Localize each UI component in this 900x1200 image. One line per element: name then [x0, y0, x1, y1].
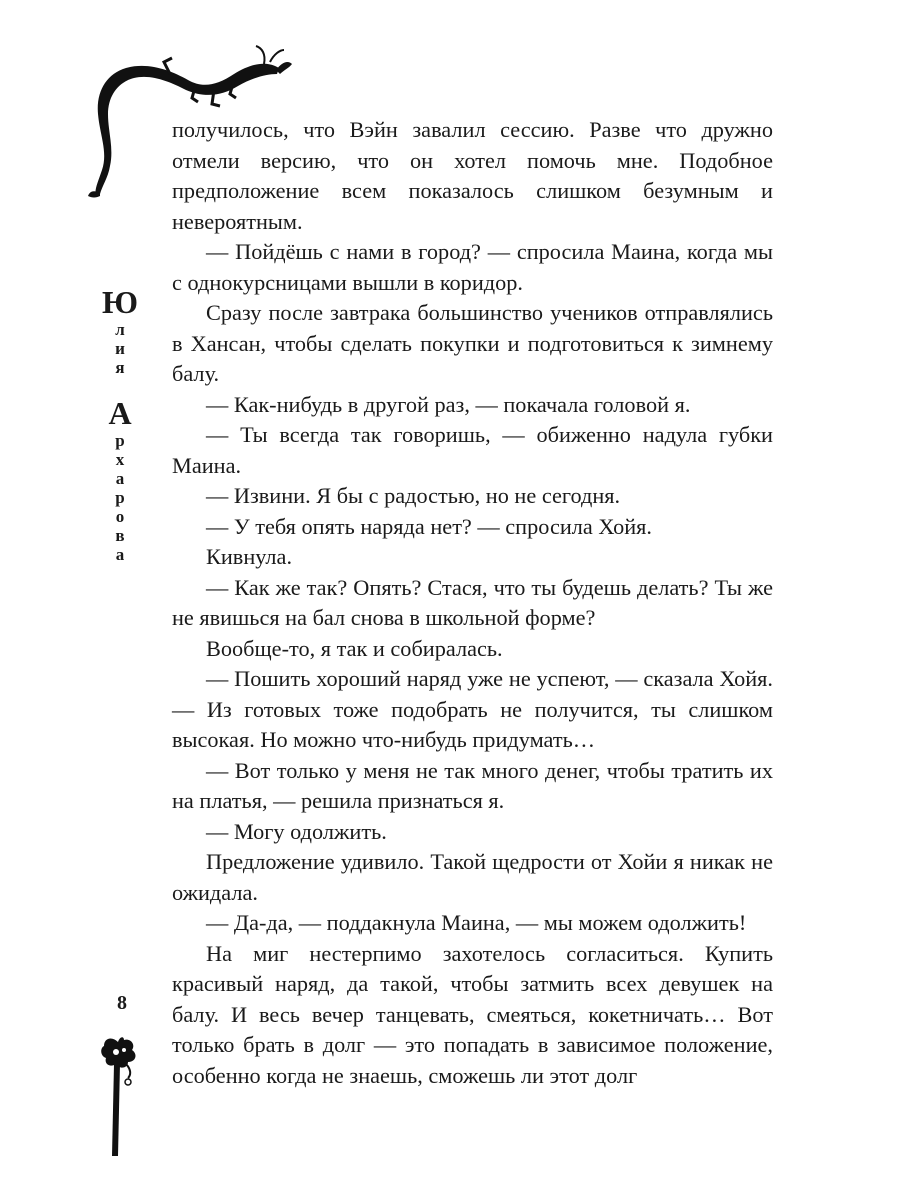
author-letter: а — [115, 469, 125, 488]
paragraph: Вообще-то, я так и собиралась. — [206, 635, 503, 661]
paragraph: — Вот только у меня не так много денег, чтобы тратить их на платья, — решила признаться я. — [172, 757, 773, 813]
paragraph: На миг нестерпимо захотелось согласиться. Купить красивый наряд, да такой, чтобы затмить всех девушек на балу. И весь вечер танцевать, смеяться, кокетничать… Вот только брать в долг — это попадать в зависимое положение, особенно когда не знаешь, сможешь ли этот долг — [172, 940, 773, 1088]
paragraph: — Пошить хороший наряд уже не успеют, — сказала Хойя. — Из готовых тоже подобрать не получится, ты слишком высокая. Но можно что-нибудь придумать… — [172, 666, 773, 752]
author-letter: А — [108, 395, 132, 431]
page-number: 8 — [117, 992, 127, 1014]
author-letter: р — [115, 431, 125, 450]
paragraph: Кивнула. — [206, 544, 293, 569]
page-text — [172, 115, 773, 1091]
paragraph: Предложение удивило. Такой щедрости от Хойи я никак не ожидала. — [172, 849, 773, 905]
paragraph: — Ты всегда так говоришь, — обиженно надула губки Маина. — [172, 422, 773, 478]
author-letter: в — [115, 526, 125, 545]
paragraph: — Как же так? Опять? Стася, что ты будешь делать? Ты же не явишься на бал снова в школьной форме? — [172, 574, 773, 630]
author-letter: а — [115, 545, 125, 564]
author-letter: я — [115, 358, 125, 377]
hairpin-ornament — [96, 1028, 146, 1158]
author-letter: о — [115, 507, 125, 526]
paragraph: — Могу одолжить. — [206, 818, 387, 844]
author-letter: и — [115, 339, 125, 358]
paragraph: — Да-да, — поддакнула Маина, — мы можем одолжить! — [206, 910, 747, 935]
paragraph: — Извини. Я бы с радостью, но не сегодня. — [206, 483, 621, 508]
paragraph: получилось, что Вэйн завалил сессию. Разве что дружно отмели версию, что он хотел помочь мне. Подобное предположение всем показалось слишком безумным и невероятным. — [172, 117, 773, 234]
author-letter: л — [115, 320, 125, 339]
author-letter: Ю — [101, 284, 139, 320]
author-name — [100, 284, 140, 564]
author-letter: р — [115, 488, 125, 507]
paragraph: Сразу после завтрака большинство учеников отправлялись в Хансан, чтобы сделать покупки и подготовиться к зимнему балу. — [172, 300, 773, 386]
paragraph: — Пойдёшь с нами в город? — спросила Маина, когда мы с однокурсницами вышли в коридор. — [172, 239, 773, 295]
paragraph: — Как-нибудь в другой раз, — покачала головой я. — [206, 391, 691, 417]
paragraph: — У тебя опять наряда нет? — спросила Хойя. — [206, 513, 652, 539]
author-letter: х — [115, 450, 125, 469]
